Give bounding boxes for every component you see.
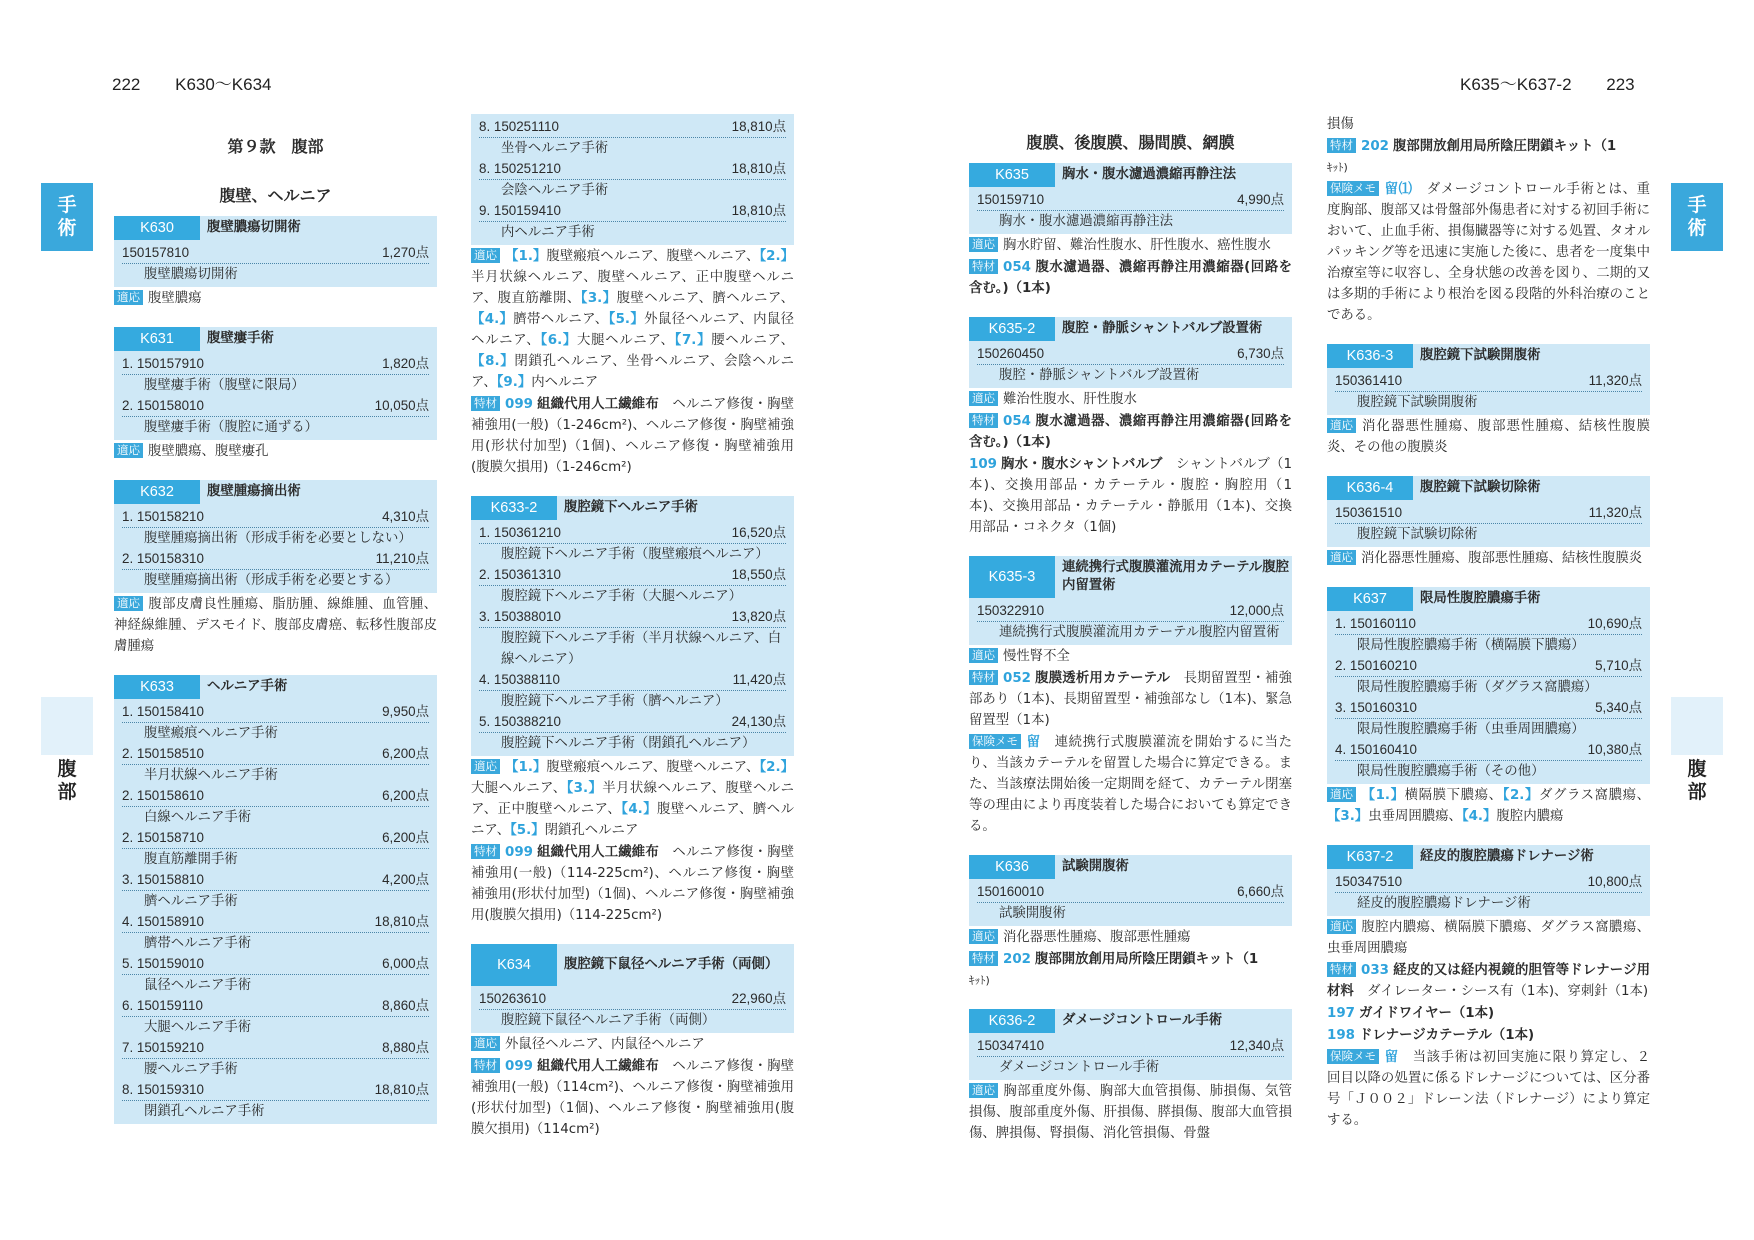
billing-row: 150159710 4,990点 [977,190,1284,211]
insurance-memo: 保険メモ 留⑴ ダメージコントロール手術とは、重度胸部、腹部又は骨盤部外傷患者に対する初回手術において、止血手術、損傷臓器等に対する処置、タオルパッキング等を迅速に実施した後に、患者を一度集中治療室等に収容し、全身状態の改善を図り、二期的又は多期的手術により根治を図る段階的外科治療のことである。 [1327,181,1651,323]
billing-box [969,187,1292,234]
material-tag: 特材 [471,396,500,411]
code-label: K636-3 [1327,344,1413,368]
procedure-name: ヘルニア手術 [207,679,288,694]
code-label: K630 [114,216,200,240]
procedure-name: 腹壁膿瘍切開術 [207,220,301,235]
section-heading: 第９款 腹部 [227,137,324,156]
billing-row: 4. 150160410 10,380点 [1335,740,1642,761]
billing-name: 腹腔鏡下ヘルニア手術（半月状線ヘルニア、白線ヘルニア） [501,631,782,667]
procedure-name: 試験開腹術 [1062,859,1129,874]
column-3 [969,131,1292,1162]
billing-box [114,351,437,440]
indication: 適応 【1.】腹壁瘢痕ヘルニア、腹壁ヘルニア、【2.】大腿ヘルニア、【3.】半月状線ヘルニア、腹壁ヘルニア、正中腹壁ヘルニア、【4.】腹壁ヘルニア、臍ヘルニア、【5.】閉鎖孔ヘルニア [471,759,794,838]
code-label: K633 [114,675,200,699]
billing-box [471,114,794,245]
billing-name: 臍ヘルニア手術 [144,894,238,909]
code-header [471,944,794,986]
billing-name: 大腿ヘルニア手術 [144,1020,252,1035]
indication-tag: 適応 [471,248,500,263]
code-label: K636 [969,855,1055,879]
indication: 適応 消化器悪性腫瘍、腹部悪性腫瘍、結核性腹膜炎 [1327,548,1650,569]
indication: 適応 腹壁膿瘍、腹壁瘻孔 [114,441,437,462]
billing-name: 腹腔鏡下ヘルニア手術（臍ヘルニア） [501,694,729,709]
procedure-name: 経皮的腹腔膿瘍ドレナージ術 [1420,849,1594,864]
billing-name: 腹壁瘻手術（腹腔に通ずる） [144,420,319,435]
indication-tag: 適応 [1327,919,1356,934]
subsection-heading: 腹壁、ヘルニア [219,186,332,205]
right-page-header [1460,70,1635,95]
code-header [1327,476,1650,500]
memo-tag: 保険メモ [1327,1049,1379,1064]
indication-tag: 適応 [969,648,998,663]
billing-row: 4. 150158910 18,810点 [122,912,429,933]
billing-name: 腹壁膿瘍切開術 [144,267,238,282]
indication: 適応 【1.】横隔膜下膿瘍、【2.】ダグラス窩膿瘍、【3.】虫垂周囲膿瘍、【4.】腹腔内膿瘍 [1327,787,1650,824]
indication: 適応 胸部重度外傷、胸部大血管損傷、肺損傷、気管損傷、腹部重度外傷、肝損傷、膵損傷、腹部大血管損傷、脾損傷、腎損傷、消化管損傷、骨盤 [969,1083,1292,1141]
indication-tag: 適応 [969,391,998,406]
billing-name: 腹壁腫瘍摘出術（形成手術を必要としない） [144,531,412,546]
special-material: 特材 054 腹水濾過器、濃縮再静注用濃縮器(回路を含む。)（1本) [969,259,1292,296]
entry-k632 [114,480,437,657]
code-header [1327,845,1650,869]
code-label: K636-2 [969,1009,1055,1033]
insurance-memo: 保険メモ 留 連続携行式腹膜灌流を開始するに当たり、当該カテーテルを留置した場合に算定できる。また、当該療法開始後一定期間を経て、カテーテル閉塞等の理由により再度装着した場合においても算定できる。 [969,734,1292,834]
indication-tag: 適応 [1327,418,1356,433]
billing-name: 鼠径ヘルニア手術 [144,978,252,993]
entry-k635-2 [969,317,1292,538]
entry-k631 [114,327,437,462]
billing-box [969,598,1292,645]
side-tab-surgery-left: 手 術 [41,183,93,251]
material-tag: 特材 [969,259,998,274]
billing-row: 4. 150388110 11,420点 [479,670,786,691]
entry-k636-2 [969,1009,1292,1144]
billing-row: 3. 150160310 5,340点 [1335,698,1642,719]
special-material-2: 109 胸水・腹水シャントバルブ シャントバルブ（1本)、交換用部品・カテーテル・腹腔・胸腔用（1本)、交換用部品・カテーテル・静脈用（1本)、交換用部品・コネクタ（1個) [969,457,1293,535]
special-material: 特材 202 腹部開放創用局所陰圧閉鎖キット（1 ｷｯﾄ) [969,951,1259,987]
billing-row: 2. 150158010 10,050点 [122,396,429,417]
billing-row: 9. 150159410 18,810点 [479,201,786,222]
billing-row: 1. 150158410 9,950点 [122,702,429,723]
billing-row: 150260450 6,730点 [977,344,1284,365]
billing-row: 8. 150251210 18,810点 [479,159,786,180]
entry-k636-3 [1327,344,1650,458]
procedure-name: ダメージコントロール手術 [1062,1013,1223,1028]
billing-name: 胸水・腹水濾過濃縮再静注法 [999,214,1174,229]
code-label: K637 [1327,587,1413,611]
procedure-name: 限局性腹腔膿瘍手術 [1420,591,1541,606]
billing-row: 150347410 12,340点 [977,1036,1284,1057]
indication: 適応 胸水貯留、難治性腹水、肝性腹水、癌性腹水 [969,235,1292,256]
material-tag: 特材 [1327,138,1356,153]
billing-row: 3. 150158810 4,200点 [122,870,429,891]
billing-name: 腹壁瘢痕ヘルニア手術 [144,726,278,741]
special-material: 特材 033 経皮的又は経内視鏡的胆管等ドレナージ用材料 ダイレーター・シース有（1本)、穿刺針（1本) [1327,962,1650,999]
billing-row: 2. 150160210 5,710点 [1335,656,1642,677]
material-tag: 特材 [471,844,500,859]
entry-k630 [114,216,437,309]
entry-k637 [1327,587,1650,827]
material-tag: 特材 [471,1058,500,1073]
material-tag: 特材 [969,670,998,685]
code-label: K636-4 [1327,476,1413,500]
indication: 適応 腹壁膿瘍 [114,288,437,309]
special-material: 特材 202 腹部開放創用局所陰圧閉鎖キット（1 ｷｯﾄ) [1327,138,1617,174]
billing-row: 3. 150388010 13,820点 [479,607,786,628]
left-page-number: 222 [112,75,141,94]
billing-box [1327,500,1650,547]
billing-row: 150347510 10,800点 [1335,872,1642,893]
entry-k633 [114,675,437,1124]
indication: 適応 腹部皮膚良性腫瘍、脂肪腫、線維腫、血管腫、神経線維腫、デスモイド、腹部皮膚癌、転移性腹部皮膚腫瘍 [114,596,437,654]
continued-text: 損傷 [1327,117,1354,132]
code-header [969,556,1292,598]
insurance-memo: 保険メモ 留 当該手術は初回実施に限り算定し、２回目以降の処置に係るドレナージについては、区分番号「Ｊ００２」ドレーン法（ドレナージ）により算定する。 [1327,1049,1650,1128]
side-tab-abdomen-bg-right [1671,697,1723,755]
billing-box [471,986,794,1033]
procedure-name: 腹腔鏡下鼠径ヘルニア手術（両側） [564,957,779,972]
billing-box [969,341,1292,388]
code-header [1327,344,1650,368]
billing-name: 限局性腹腔膿瘍手術（その他） [1357,764,1545,779]
code-header [969,163,1292,187]
special-material: 特材 099 組織代用人工繊維布 ヘルニア修復・胸壁補強用(一般)（114-225cm²)、ヘルニア修復・胸壁補強用(形状付加型)（1個)、ヘルニア修復・胸壁補強用(腹膜欠損用)（114-225cm²) [471,844,795,923]
billing-row: 2. 150158510 6,200点 [122,744,429,765]
code-label: K634 [471,944,557,986]
billing-box [1327,869,1650,916]
billing-row: 6. 150159110 8,860点 [122,996,429,1017]
billing-name: 腹壁瘻手術（腹壁に限局） [144,378,305,393]
billing-name: 閉鎖孔ヘルニア手術 [144,1104,265,1119]
indication-tag: 適応 [1327,550,1356,565]
billing-row: 8. 150251110 18,810点 [479,117,786,138]
code-header [114,216,437,240]
entry-k636-2-continued [1327,114,1650,326]
code-label: K633-2 [471,496,557,520]
billing-name: 腹腔鏡下試験切除術 [1357,527,1478,542]
billing-row: 1. 150157910 1,820点 [122,354,429,375]
code-label: K635-2 [969,317,1055,341]
code-label: K631 [114,327,200,351]
billing-row: 150361510 11,320点 [1335,503,1642,524]
indication-tag: 適応 [114,596,143,611]
entry-k634 [471,944,794,1140]
billing-row: 2. 150158310 11,210点 [122,549,429,570]
indication: 適応 消化器悪性腫瘍、腹部悪性腫瘍、結核性腹膜炎、その他の腹膜炎 [1327,418,1650,455]
billing-row: 1. 150160110 10,690点 [1335,614,1642,635]
code-header [471,496,794,520]
code-header [114,327,437,351]
entry-k636-4 [1327,476,1650,569]
special-material: 特材 099 組織代用人工繊維布 ヘルニア修復・胸壁補強用(一般)（1-246cm²)、ヘルニア修復・胸壁補強用(形状付加型)（1個)、ヘルニア修復・胸壁補強用(腹膜欠損用)（1-246cm²) [471,396,795,475]
code-label: K632 [114,480,200,504]
code-header [1327,587,1650,611]
side-tab-abdomen-left: 腹 部 [57,758,77,803]
left-page-range: K630～K634 [175,75,272,94]
billing-name: 腹腔鏡下ヘルニア手術（閉鎖孔ヘルニア） [501,736,756,751]
special-material: 特材 099 組織代用人工繊維布 ヘルニア修復・胸壁補強用(一般)（114cm²)、ヘルニア修復・胸壁補強用(形状付加型)（1個)、ヘルニア修復・胸壁補強用(腹膜欠損用)（114cm²) [471,1058,795,1137]
billing-name: 試験開腹術 [999,906,1066,921]
billing-name: 腹腔鏡下ヘルニア手術（腹壁瘢痕ヘルニア） [501,547,769,562]
billing-box [969,1033,1292,1080]
billing-box [1327,368,1650,415]
indication: 適応 慢性腎不全 [969,646,1292,667]
procedure-name: 腹壁瘻手術 [207,331,274,346]
billing-row: 1. 150361210 16,520点 [479,523,786,544]
billing-row: 150263610 22,960点 [479,989,786,1010]
indication: 適応 外鼠径ヘルニア、内鼠径ヘルニア [471,1034,794,1055]
procedure-name: 腹腔鏡下試験開腹術 [1420,348,1541,363]
billing-row: 150322910 12,000点 [977,601,1284,622]
entry-k637-2 [1327,845,1650,1131]
billing-name: 白線ヘルニア手術 [144,810,252,825]
side-tab-abdomen-right: 腹 部 [1687,758,1707,803]
billing-name: 腹腔・静脈シャントバルブ設置術 [999,368,1200,383]
billing-row: 2. 150361310 18,550点 [479,565,786,586]
left-page-header [112,70,302,95]
billing-row: 2. 150158710 6,200点 [122,828,429,849]
indication: 適応 消化器悪性腫瘍、腹部悪性腫瘍 [969,927,1292,948]
column-1 [114,107,437,1142]
billing-name: 臍帯ヘルニア手術 [144,936,252,951]
code-header [969,855,1292,879]
special-material: 特材 054 腹水濾過器、濃縮再静注用濃縮器(回路を含む。)（1本) [969,413,1292,450]
entry-k635-3 [969,556,1292,837]
billing-name: 会陰ヘルニア手術 [501,183,609,198]
billing-box [1327,611,1650,784]
billing-name: 内ヘルニア手術 [501,225,595,240]
procedure-name: 胸水・腹水濾過濃縮再静注法 [1062,167,1237,182]
code-label: K637-2 [1327,845,1413,869]
procedure-name: 腹腔鏡下試験切除術 [1420,480,1541,495]
indication-tag: 適応 [969,1083,998,1098]
right-page-range: K635～K637-2 [1460,75,1572,94]
special-material: 特材 052 腹膜透析用カテーテル 長期留置型・補強部あり（1本)、長期留置型・補強部なし（1本)、緊急留置型（1本) [969,670,1293,728]
indication-tag: 適応 [471,759,500,774]
indication: 適応 【1.】腹壁瘢痕ヘルニア、腹壁ヘルニア、【2.】半月状線ヘルニア、腹壁ヘルニア、正中腹壁ヘルニア、腹直筋離開、【3.】腹壁ヘルニア、臍ヘルニア、【4.】臍帯ヘルニア、【5.】外鼠径ヘルニア、内鼠径ヘルニア、【6.】大腿ヘルニア、【7.】腰ヘルニア、【8.】閉鎖孔ヘルニア、坐骨ヘルニア、会陰ヘルニア、【9.】内ヘルニア [471,248,795,390]
column-4 [1327,114,1650,1149]
subsection-heading: 腹膜、後腹膜、腸間膜、網膜 [1026,133,1235,152]
billing-name: 半月状線ヘルニア手術 [144,768,278,783]
special-material-3: 198 ドレナージカテーテル（1本) [1327,1028,1535,1043]
billing-name: ダメージコントロール手術 [999,1060,1160,1075]
billing-name: 腹腔鏡下ヘルニア手術（大腿ヘルニア） [501,589,743,604]
procedure-name: 腹腔・静脈シャントバルブ設置術 [1062,321,1263,336]
entry-k635 [969,163,1292,299]
code-label: K635 [969,163,1055,187]
entry-k633-2 [471,496,794,926]
indication-tag: 適応 [969,929,998,944]
indication-tag: 適応 [471,1036,500,1051]
billing-name: 坐骨ヘルニア手術 [501,141,609,156]
billing-row: 8. 150159310 18,810点 [122,1080,429,1101]
procedure-name: 腹腔鏡下ヘルニア手術 [564,500,698,515]
indication-tag: 適応 [114,290,143,305]
column-2 [471,114,794,1158]
billing-name: 限局性腹腔膿瘍手術（ダグラス窩膿瘍） [1357,680,1598,695]
entry-k636 [969,855,1292,991]
billing-name: 連続携行式腹膜灌流用カテーテル腹腔内留置術 [999,625,1280,640]
billing-name: 限局性腹腔膿瘍手術（横隔膜下膿瘍） [1357,638,1585,653]
material-tag: 特材 [969,413,998,428]
billing-row: 150160010 6,660点 [977,882,1284,903]
billing-row: 150361410 11,320点 [1335,371,1642,392]
billing-box [969,879,1292,926]
billing-row: 150157810 1,270点 [122,243,429,264]
material-tag: 特材 [969,951,998,966]
indication-tag: 適応 [1327,787,1356,802]
billing-name: 限局性腹腔膿瘍手術（虫垂周囲膿瘍） [1357,722,1585,737]
billing-box [114,504,437,593]
procedure-name: 連続携行式腹膜灌流用カテーテル腹腔内留置術 [1062,560,1289,593]
entry-k633-continued [471,114,794,478]
code-header [969,1009,1292,1033]
memo-tag: 保険メモ [1327,181,1379,196]
billing-row: 5. 150159010 6,000点 [122,954,429,975]
billing-name: 腹直筋離開手術 [144,852,238,867]
indication: 適応 腹腔内膿瘍、横隔膜下膿瘍、ダグラス窩膿瘍、虫垂周囲膿瘍 [1327,919,1650,956]
special-material-2: 197 ガイドワイヤー（1本) [1327,1006,1495,1021]
side-tab-surgery-right: 手 術 [1671,183,1723,251]
material-tag: 特材 [1327,962,1356,977]
billing-box [114,699,437,1124]
billing-box [114,240,437,287]
billing-name: 腰ヘルニア手術 [144,1062,238,1077]
billing-row: 2. 150158610 6,200点 [122,786,429,807]
memo-tag: 保険メモ [969,734,1021,749]
billing-row: 7. 150159210 8,880点 [122,1038,429,1059]
code-header [969,317,1292,341]
indication: 適応 難治性腹水、肝性腹水 [969,389,1292,410]
code-header [114,480,437,504]
procedure-name: 腹壁腫瘍摘出術 [207,484,301,499]
billing-name: 腹壁腫瘍摘出術（形成手術を必要とする） [144,573,399,588]
billing-name: 腹腔鏡下鼠径ヘルニア手術（両側） [501,1013,716,1028]
right-page-number: 223 [1606,75,1635,94]
indication-tag: 適応 [114,443,143,458]
billing-name: 腹腔鏡下試験開腹術 [1357,395,1478,410]
code-header [114,675,437,699]
billing-name: 経皮的腹腔膿瘍ドレナージ術 [1357,896,1531,911]
billing-row: 5. 150388210 24,130点 [479,712,786,733]
code-label: K635-3 [969,556,1055,598]
billing-box [471,520,794,756]
billing-row: 1. 150158210 4,310点 [122,507,429,528]
indication-tag: 適応 [969,237,998,252]
side-tab-abdomen-bg-left [41,697,93,755]
